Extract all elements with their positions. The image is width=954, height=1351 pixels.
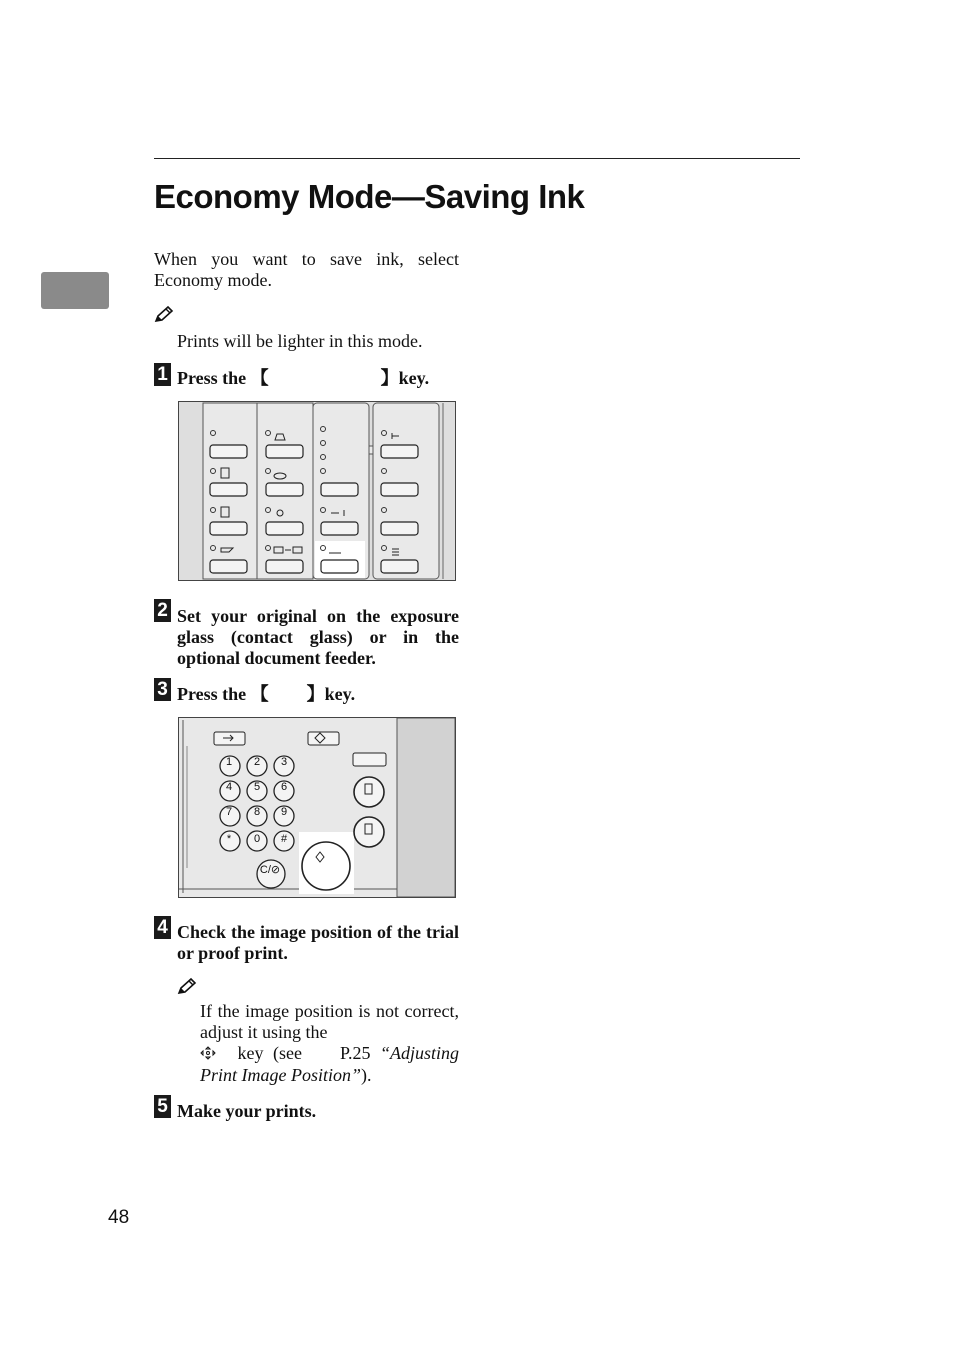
keypad-digit: 4: [225, 781, 233, 793]
keypad-digit: 7: [225, 806, 233, 818]
page-reference: P.25: [339, 1043, 371, 1063]
step-1-pre: Press the 【: [177, 368, 269, 388]
keypad-digit: *: [226, 833, 232, 845]
keypad-illustration: [178, 717, 456, 898]
step-number-1: 1: [154, 363, 171, 386]
control-panel-illustration: [178, 401, 456, 581]
keypad-digit: #: [280, 833, 288, 845]
keypad-digit: 2: [253, 756, 261, 768]
step-3-pre: Press the 【: [177, 684, 269, 704]
step-number-2: 2: [154, 599, 171, 622]
keypad-digit: 8: [253, 806, 261, 818]
keypad-digit: 0: [253, 833, 261, 845]
cross-reference-link[interactable]: “Adjusting Print Image Position”: [200, 1043, 459, 1086]
keypad-digit: 9: [280, 806, 288, 818]
note-end: ).: [361, 1065, 372, 1086]
keypad-digit: 3: [280, 756, 288, 768]
keypad-digit: 5: [253, 781, 261, 793]
step-number-5: 5: [154, 1095, 171, 1118]
image-position-key-icon: [200, 1044, 218, 1065]
note-line: If the image position is not correct, adjust it using the: [200, 1001, 459, 1042]
page-number: 48: [108, 1207, 130, 1228]
note-text: Prints will be lighter in this mode.: [177, 331, 423, 351]
step-number-3: 3: [154, 678, 171, 701]
step-3-post: 】key.: [306, 684, 356, 704]
step-2-text: Set your original on the exposure glass (contact glass) or in the optional document feeder.: [177, 606, 459, 668]
note-text: [200, 1001, 459, 1086]
header-rule: [154, 158, 800, 159]
step-3-text: [177, 684, 355, 705]
chapter-tab: [41, 272, 109, 309]
intro-text: When you want to save ink, select Economy mode.: [154, 249, 459, 290]
step-5-text: Make your prints.: [177, 1101, 317, 1121]
step-number-4: 4: [154, 916, 171, 939]
note-pencil-icon: [154, 305, 174, 323]
step-4-text: Check the image position of the trial or proof print.: [177, 922, 459, 963]
keypad-clear-label: C/⊘: [259, 864, 281, 876]
keypad-digit: 6: [280, 781, 288, 793]
keypad-digit: 1: [225, 756, 233, 768]
page-title: Economy Mode—Saving Ink: [154, 178, 585, 215]
note-pencil-icon: [177, 977, 197, 995]
step-1-post: 】key.: [380, 368, 430, 388]
note-key-word: key (see: [237, 1043, 302, 1063]
step-1-text: [177, 368, 429, 389]
